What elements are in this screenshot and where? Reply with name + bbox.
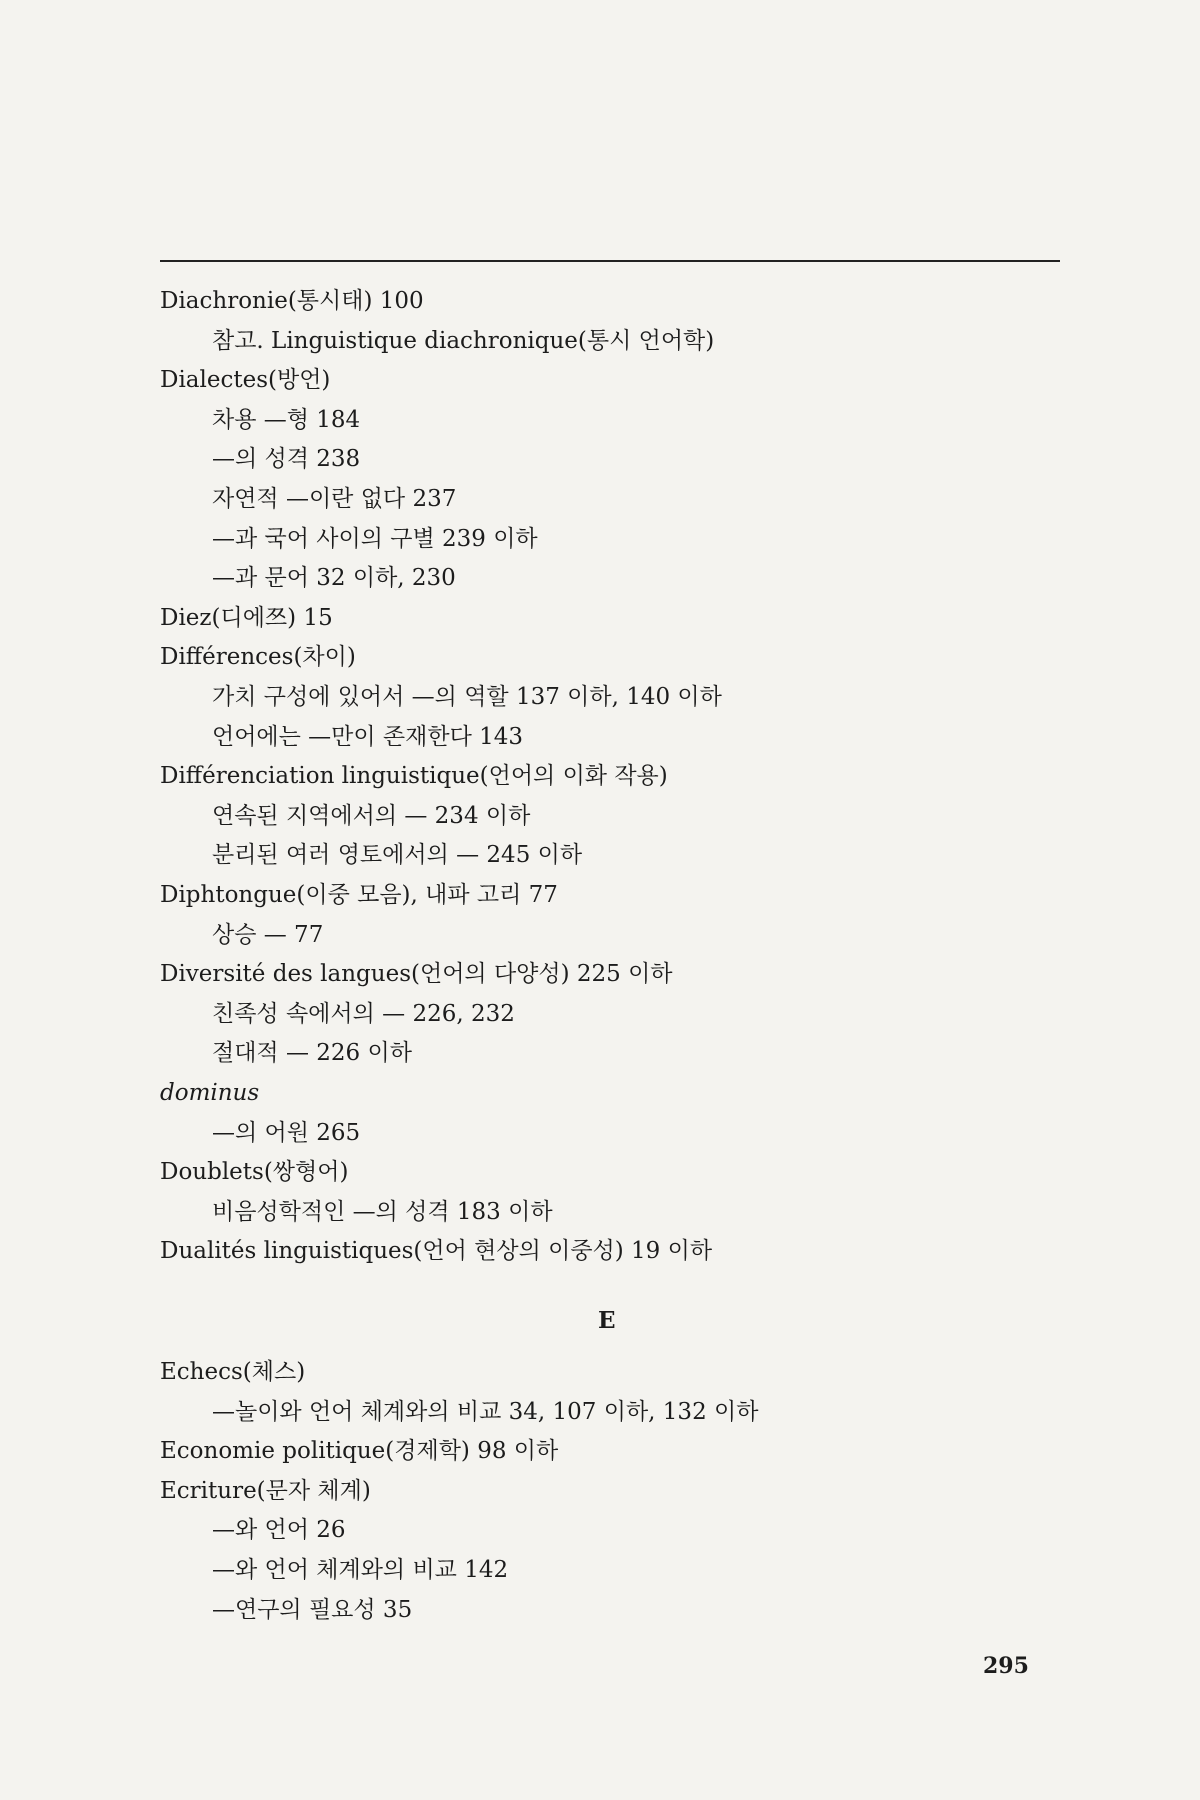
index-subentry: —과 문어 32 이하, 230 xyxy=(212,565,456,592)
index-heading: Différenciation linguistique(언어의 이화 작용) xyxy=(160,763,668,790)
index-subentry: —놀이와 언어 체계와의 비교 34, 107 이하, 132 이하 xyxy=(212,1398,759,1425)
index-subentry: 분리된 여러 영토에서의 — 245 이하 xyxy=(212,842,583,869)
index-heading: Dualités linguistiques(언어 현상의 이중성) 19 이하 xyxy=(160,1238,713,1265)
index-subentry: —의 어원 265 xyxy=(212,1119,361,1146)
index-subentry: 절대적 — 226 이하 xyxy=(212,1040,412,1067)
index-subentry: —과 국어 사이의 구별 239 이하 xyxy=(212,525,538,552)
index-heading: Ecriture(문자 체계) xyxy=(160,1477,371,1504)
index-subentry: 가치 구성에 있어서 —의 역할 137 이하, 140 이하 xyxy=(212,684,722,710)
page-number: 295 xyxy=(983,1653,1029,1679)
index-subentry: 비음성학적인 —의 성격 183 이하 xyxy=(212,1198,553,1225)
index-subentry: —연구의 필요성 35 xyxy=(212,1596,413,1623)
index-subentry: 자연적 —이란 없다 237 xyxy=(212,486,457,512)
index-subentry: 참고. Linguistique diachronique(통시 언어학) xyxy=(212,327,715,354)
index-heading: Diez(디에쯔) 15 xyxy=(160,604,333,631)
index-heading: Diphtongue(이중 모음), 내파 고리 77 xyxy=(160,882,558,908)
index-subentry: 연속된 지역에서의 — 234 이하 xyxy=(212,802,531,829)
index-heading: Economie politique(경제학) 98 이하 xyxy=(160,1438,559,1465)
index-subentry: —의 성격 238 xyxy=(212,446,361,473)
index-heading: Diachronie(통시태) 100 xyxy=(160,288,424,314)
index-heading: Doublets(쌍형어) xyxy=(160,1159,349,1186)
index-subentry: 친족성 속에서의 — 226, 232 xyxy=(212,1000,515,1027)
section-letter: E xyxy=(598,1307,616,1334)
index-subentry: 상승 — 77 xyxy=(212,921,324,948)
index-subentry: —와 언어 체계와의 비교 142 xyxy=(212,1557,509,1583)
index-subentry: 언어에는 —만이 존재한다 143 xyxy=(212,723,524,750)
index-subentry: 차용 —형 184 xyxy=(212,406,361,433)
index-heading: Différences(차이) xyxy=(160,644,356,671)
index-subentry: —와 언어 26 xyxy=(212,1517,346,1544)
index-heading: Echecs(체스) xyxy=(160,1359,306,1385)
index-heading: Diversité des langues(언어의 다양성) 225 이하 xyxy=(160,961,673,988)
index-heading: dominus xyxy=(160,1080,260,1106)
index-heading: Dialectes(방언) xyxy=(160,367,331,394)
